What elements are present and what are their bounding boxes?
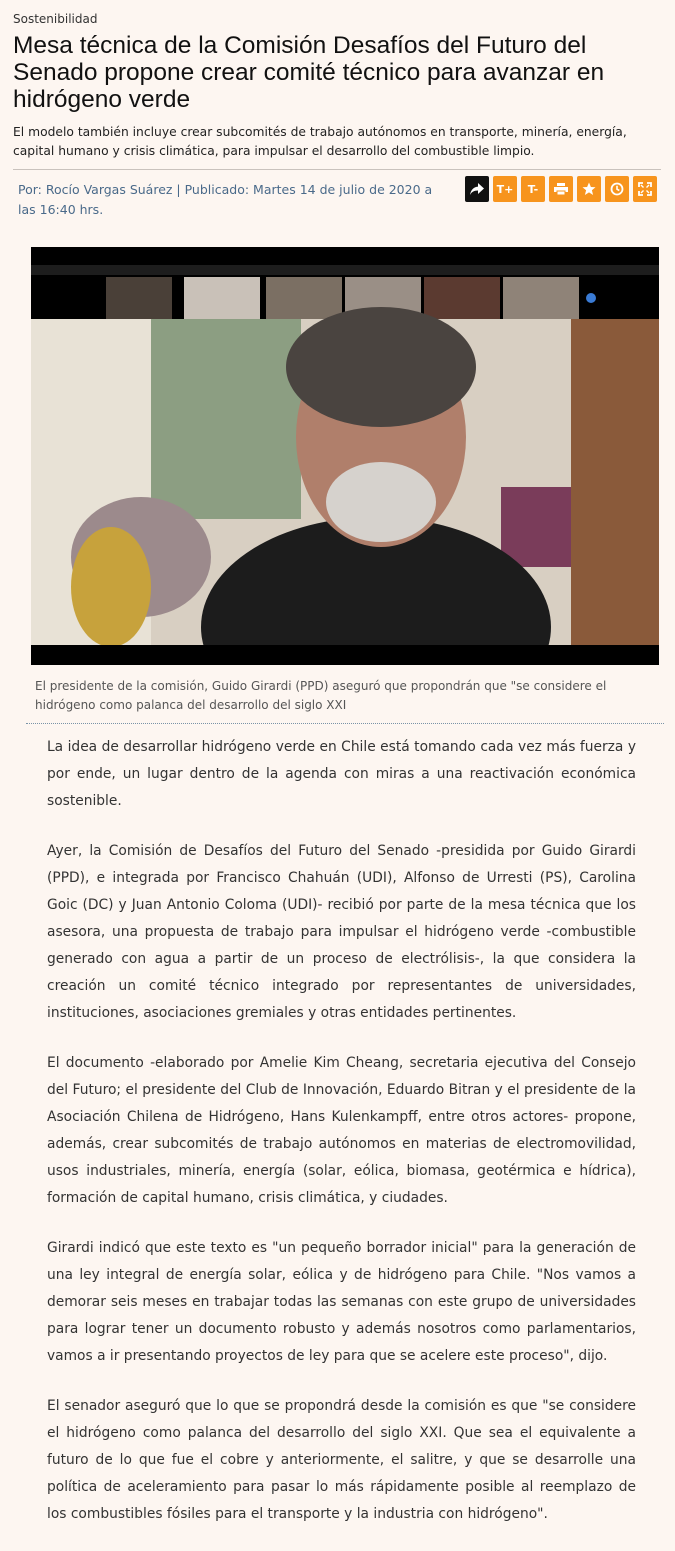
article-toolbar — [465, 176, 657, 202]
star-icon — [582, 182, 596, 196]
article-paragraph: La idea de desarrollar hidrógeno verde en Chile está tomando cada vez más fuerza y por ende, un lugar dentro de la agenda con miras a una reactivación económica sostenible. — [47, 739, 636, 809]
divider — [13, 169, 661, 170]
article-paragraph: Girardi indicó que este texto es "un pequeño borrador inicial" para la generación de una ley integral de energía solar, eólica y de hidrógeno para Chile. "Nos vamos a demorar seis meses en trabajar todas las semanas con este grupo de universidades para lograr tener un documento robusto y además nosotros como parlamentarios, vamos a ir presentando proyectos de ley para que se acelere este proceso", dijo. — [47, 1240, 636, 1364]
favorite-button[interactable] — [577, 176, 601, 202]
caption-divider — [26, 723, 664, 724]
photo-caption: El presidente de la comisión, Guido Girardi (PPD) aseguró que propondrán que "se considere el hidrógeno como palanca del desarrollo del siglo XXI — [35, 679, 607, 712]
article-photo[interactable] — [31, 247, 659, 665]
article-paragraph: Ayer, la Comisión de Desafíos del Futuro del Senado -presidida por Guido Girardi (PPD), e integrada por Francisco Chahuán (UDI), Alfonso de Urresti (PS), Carolina Goic (DC) y Juan Antonio Coloma (UDI)- recibió por parte de la mesa técnica que los asesora, una propuesta de trabajo para impulsar el hidrógeno verde -combustible generado con agua a partir de un proceso de electrólisis-, la que considera la creación un comité técnico integrado por representantes de universidades, instituciones, asociaciones gremiales y otras entidades pertinentes. — [47, 843, 636, 1021]
article-byline: Por: Rocío Vargas Suárez | Publicado: Martes 14 de julio de 2020 a las 16:40 hrs. — [18, 182, 433, 217]
video-call-image — [31, 247, 659, 665]
article-summary: El modelo también incluye crear subcomités de trabajo autónomos en transporte, minería, energía, capital humano y crisis climática, para impulsar el desarrollo del combustible limpio. — [13, 125, 627, 158]
expand-icon — [638, 182, 652, 196]
print-button[interactable] — [549, 176, 573, 202]
fullscreen-button[interactable] — [633, 176, 657, 202]
clock-icon — [610, 182, 624, 196]
article-paragraph: El documento -elaborado por Amelie Kim Cheang, secretaria ejecutiva del Consejo del Futuro; el presidente del Club de Innovación, Eduardo Bitran y el presidente de la Asociación Chilena de Hidrógeno, Hans Kulenkampff, entre otros actores- propone, además, crear subcomités de trabajo autónomos en materias de electromovilidad, usos industriales, minería, energía (solar, eólica, biomasa, geotérmica e hídrica), formación de capital humano, crisis climática, y ciudades. — [47, 1055, 636, 1206]
article-title: Mesa técnica de la Comisión Desafíos del Futuro del Senado propone crear comité técnico para avanzar en hidrógeno verde — [13, 32, 605, 113]
article-paragraph: El senador aseguró que lo que se propondrá desde la comisión es que "se considere el hidrógeno como palanca del desarrollo del siglo XXI. Que sea el equivalente a futuro de lo que fue el cobre y anteriormente, el salitre, y que se desarrolle una política de aceleramiento para pasar lo más rápidamente posible al reemplazo de los combustibles fósiles para el transporte y la industria con hidrógeno". — [47, 1398, 636, 1522]
font-decrease-button[interactable]: T- — [521, 176, 545, 202]
share-button[interactable] — [465, 176, 489, 202]
category-label[interactable]: Sostenibilidad — [13, 12, 98, 26]
share-arrow-icon — [470, 183, 484, 195]
article-body — [47, 734, 636, 1551]
history-button[interactable] — [605, 176, 629, 202]
print-icon — [554, 183, 568, 195]
font-increase-button[interactable]: T+ — [493, 176, 517, 202]
